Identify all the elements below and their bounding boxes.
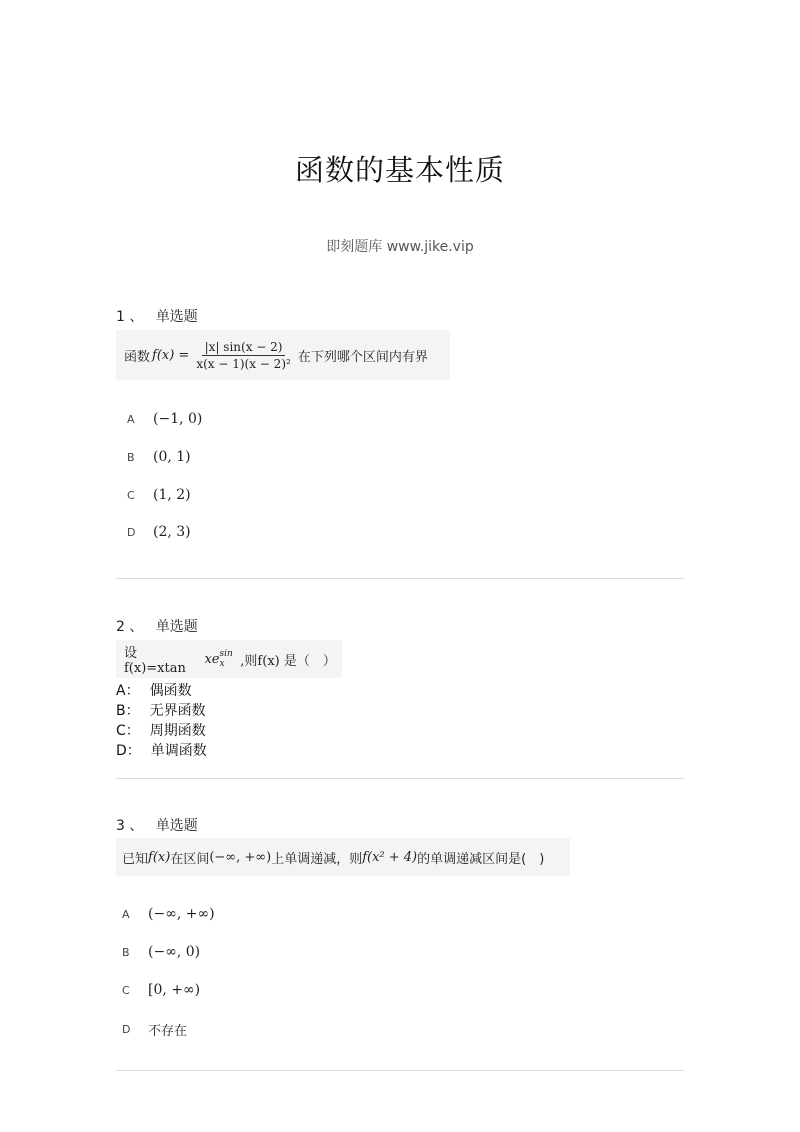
option-value: [0, +∞) [148, 982, 201, 998]
option-d[interactable] [116, 740, 207, 760]
question-type: 单选题 [155, 619, 198, 635]
option-d[interactable] [122, 1020, 187, 1039]
option-letter: B [122, 945, 130, 959]
divider [116, 578, 684, 579]
stem-prefix: 设 f(x)=xtan [124, 646, 186, 676]
stem-prefix: 函数 [124, 349, 151, 365]
stem-text: 上单调递减，则 [271, 851, 363, 867]
divider [116, 778, 684, 779]
stem-fraction [193, 340, 293, 371]
page-title: 函数的基本性质 [294, 153, 505, 187]
option-letter: B： [116, 703, 140, 719]
option-value: 不存在 [148, 1024, 188, 1039]
question-type: 单选题 [155, 818, 198, 834]
stem-func: f(x) = [152, 347, 190, 363]
divider [116, 1070, 684, 1071]
option-letter: B [127, 450, 135, 464]
option-value: (2, 3) [153, 524, 191, 540]
question-type: 单选题 [155, 309, 198, 325]
option-letter: A [122, 907, 130, 921]
option-value: 偶函数 [149, 683, 192, 699]
stem-text: 已知 [122, 851, 149, 867]
option-value: (1, 2) [153, 487, 191, 503]
question-2-stem [116, 640, 342, 678]
stem-text: 在区间 [170, 851, 210, 867]
question-3-header [116, 815, 198, 835]
option-b[interactable] [127, 449, 191, 465]
option-letter: C： [116, 723, 140, 739]
option-value: 无界函数 [149, 703, 206, 719]
question-1-stem [116, 330, 450, 380]
question-3-stem [116, 838, 570, 876]
question-number: 3 、 [116, 818, 144, 834]
option-a[interactable] [116, 680, 192, 700]
option-letter: C [122, 983, 130, 997]
source-line: 即刻题库 www.jike.vip [326, 239, 474, 255]
option-c[interactable] [127, 487, 191, 503]
option-letter: C [127, 488, 135, 502]
option-b[interactable] [122, 944, 200, 960]
option-a[interactable] [122, 906, 215, 922]
stem-expr: xe [204, 651, 220, 667]
option-letter: D： [116, 743, 141, 759]
stem-interval: (−∞, +∞) [209, 849, 272, 865]
option-letter: A： [116, 683, 140, 699]
option-value: 周期函数 [149, 723, 206, 739]
option-letter: A [127, 412, 135, 426]
option-letter: D [122, 1023, 131, 1036]
stem-exponent: sin x [219, 649, 233, 669]
option-value: (−∞, 0) [148, 944, 201, 960]
question-number: 2 、 [116, 619, 144, 635]
stem-func: f(x² + 4) [362, 849, 418, 865]
stem-suffix: ,则f(x) 是（ ） [240, 653, 336, 669]
option-value: 单调函数 [150, 743, 207, 759]
option-value: (−∞, +∞) [148, 906, 215, 922]
option-b[interactable] [116, 700, 206, 720]
option-a[interactable] [127, 411, 202, 427]
stem-text: 的单调递减区间是( ) [417, 851, 545, 867]
stem-suffix: 在下列哪个区间内有界 [297, 349, 428, 365]
option-c[interactable] [116, 720, 206, 740]
option-value: (−1, 0) [153, 411, 203, 427]
question-2-header [116, 616, 198, 636]
fraction-denominator: x(x − 1)(x − 2)² [196, 356, 291, 371]
option-letter: D [127, 525, 136, 539]
option-d[interactable] [127, 524, 191, 540]
question-number: 1 、 [116, 309, 144, 325]
option-value: (0, 1) [153, 449, 191, 465]
stem-func: f(x) [148, 849, 171, 865]
fraction-numerator: |x| sin(x − 2) [202, 340, 286, 356]
question-1-header [116, 306, 198, 326]
option-c[interactable] [122, 982, 200, 998]
